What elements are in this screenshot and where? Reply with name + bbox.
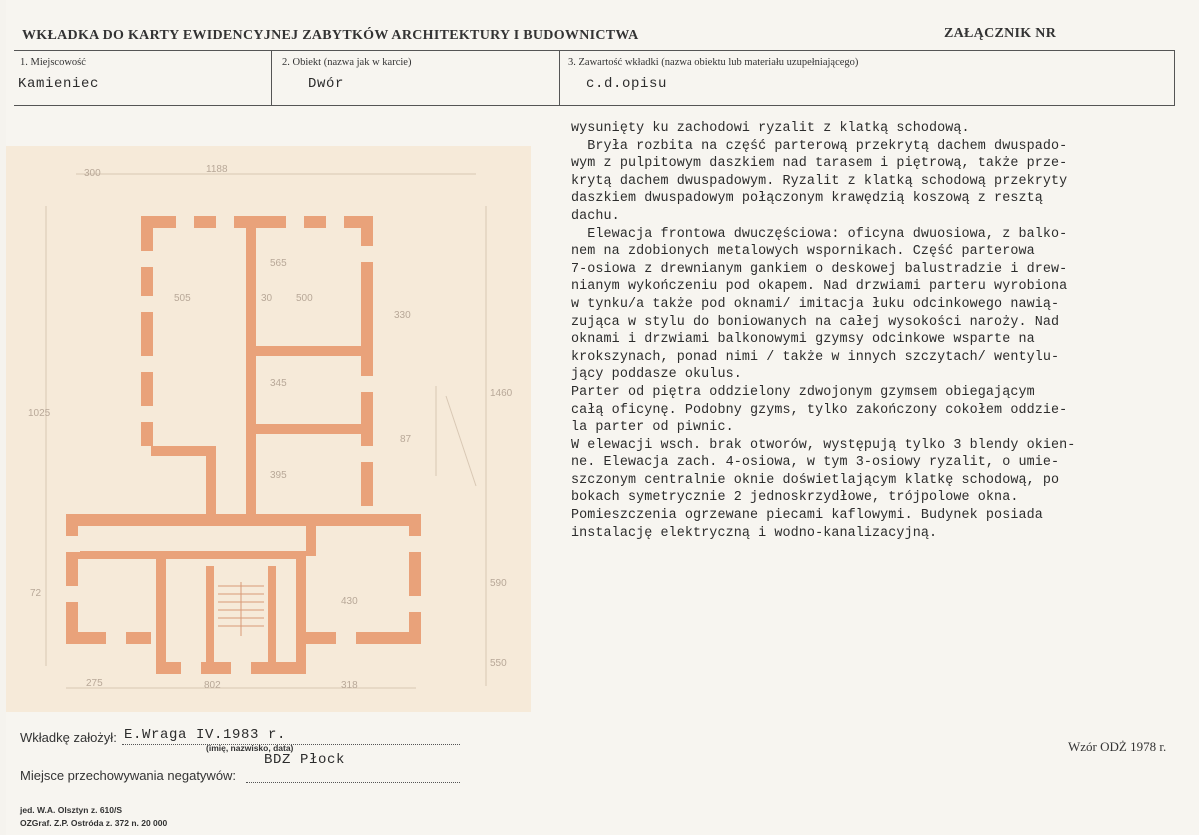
description-line: W elewacji wsch. brak otworów, występują tylko 3 blendy okien-: [571, 437, 1076, 453]
plan-dimension-label: 1188: [206, 164, 228, 175]
description-line: wym z pulpitowym daszkiem nad tarasem i piętrową, także prze-: [571, 156, 1068, 172]
description-line: Parter od piętra oddzielony zdwojonym gzymsem obiegającym: [571, 384, 1035, 400]
form-label: Wzór ODŻ 1978 r.: [1068, 739, 1167, 754]
author-hint: (imię, nazwisko, data): [206, 743, 294, 753]
field-3-label: 3. Zawartość wkładki (nazwa obiektu lub materiału uzupełniającego): [568, 57, 859, 68]
plan-dimension-label: 87: [400, 434, 412, 445]
author-label: Wkładkę założył:: [20, 730, 117, 745]
plan-dimension-label: 345: [270, 378, 287, 389]
floor-plan: [6, 146, 531, 712]
plan-dimension-label: 590: [490, 578, 507, 589]
field-2-value: Dwór: [308, 76, 345, 92]
field-divider-1: [271, 50, 272, 106]
plan-dimension-label: 550: [490, 658, 507, 669]
storage-value: BDZ Płock: [264, 752, 346, 768]
description-line: nianym wykończeniu pod okapem. Nad drzwiami parteru wyrobiona: [571, 279, 1068, 295]
description-line: oknami i drzwiami balkonowymi gzymsy odcinkowe wsparte na: [571, 332, 1035, 348]
description-line: Elewacja frontowa dwuczęściowa: oficyna dwuosiowa, z balko-: [571, 226, 1068, 242]
description-line: 7-osiowa z drewnianym gankiem o deskowej balustradzie i drew-: [571, 261, 1068, 277]
description-line: wysunięty ku zachodowi ryzalit z klatką schodową.: [571, 121, 970, 136]
fields-bottom-rule: [14, 105, 1174, 106]
description-line: ne. Elewacja zach. 4-osiowa, w tym 3-osiowy ryzalit, o umie-: [571, 455, 1060, 471]
negatives-label: Miejsce przechowywania negatywów:: [20, 768, 237, 783]
description-line: dachu.: [571, 208, 620, 224]
description-line: szczonym centralnie oknie doświetlającym klatkę schodową, po: [571, 472, 1060, 488]
description-line: la parter od piwnic.: [571, 420, 734, 436]
description-line: krokszynach, ponad nimi / także w innych szczytach/ wentylu-: [571, 349, 1060, 365]
plan-dimension-label: 318: [341, 680, 358, 691]
field-1-value: Kamieniec: [18, 76, 100, 92]
description-line: bokach symetrycznie 2 jednoskrzydłowe, trójpolowe okna.: [571, 490, 1019, 506]
plan-dimension-label: 395: [270, 470, 287, 481]
field-3-value: c.d.opisu: [586, 76, 668, 92]
plan-dimension-label: 1025: [28, 408, 51, 419]
description-line: w tynku/a także pod oknami/ imitacja łuku odcinkowego nawią-: [571, 296, 1060, 312]
card-right-edge: [1174, 50, 1175, 106]
description-line: całą oficynę. Podobny gzyms, tylko zakończony cokołem oddzie-: [571, 402, 1068, 418]
description-line: jący poddasze okulus.: [571, 367, 742, 383]
plan-dimension-label: 500: [296, 293, 313, 304]
field-2-label: 2. Obiekt (nazwa jak w karcie): [282, 57, 412, 68]
description-text: [571, 120, 1199, 542]
field-1-label: 1. Miejscowość: [20, 57, 86, 68]
negatives-line: [246, 782, 460, 783]
floor-plan-sheet: [6, 146, 531, 712]
description-line: Bryła rozbita na część parterową przekrytą dachem dwuspado-: [571, 138, 1068, 154]
print-note-1: jed. W.A. Olsztyn z. 610/S: [20, 805, 123, 815]
description-line: Pomieszczenia ogrzewane piecami kaflowymi. Budynek posiada: [571, 508, 1043, 524]
description-line: daszkiem dwuspadowym połączonym krawędzią koszową z resztą: [571, 191, 1043, 207]
plan-dimension-label: 430: [341, 596, 358, 607]
plan-dimension-label: 72: [30, 588, 42, 599]
author-value: E.Wraga IV.1983 r.: [124, 727, 287, 743]
description-line: zująca w stylu do boniowanych na całej wysokości naroży. Nad: [571, 314, 1060, 330]
description-line: nem na zdobionych metalowych wspornikach. Część parterowa: [571, 244, 1035, 260]
description-line: instalację elektryczną i wodno-kanalizacyjną.: [571, 525, 938, 541]
inventory-card: [6, 0, 1199, 835]
plan-dimension-label: 802: [204, 680, 221, 691]
card-title: WKŁADKA DO KARTY EWIDENCYJNEJ ZABYTKÓW ARCHITEKTURY I BUDOWNICTWA: [22, 28, 639, 43]
plan-dimension-label: 1460: [490, 388, 513, 399]
plan-dimension-label: 330: [394, 310, 411, 321]
field-divider-2: [559, 50, 560, 106]
attachment-label: ZAŁĄCZNIK NR: [944, 26, 1057, 41]
plan-dimension-label: 275: [86, 678, 103, 689]
print-note-2: OZGraf. Z.P. Ostróda z. 372 n. 20 000: [20, 818, 168, 828]
plan-dimension-label: 30: [261, 293, 273, 304]
plan-dimension-label: 300: [84, 168, 101, 179]
description-line: krytą dachem dwuspadowym. Ryzalit z klatką schodową przekryty: [571, 173, 1068, 189]
header-rule: [14, 50, 1174, 51]
plan-dimension-label: 565: [270, 258, 287, 269]
plan-dimension-label: 505: [174, 293, 191, 304]
